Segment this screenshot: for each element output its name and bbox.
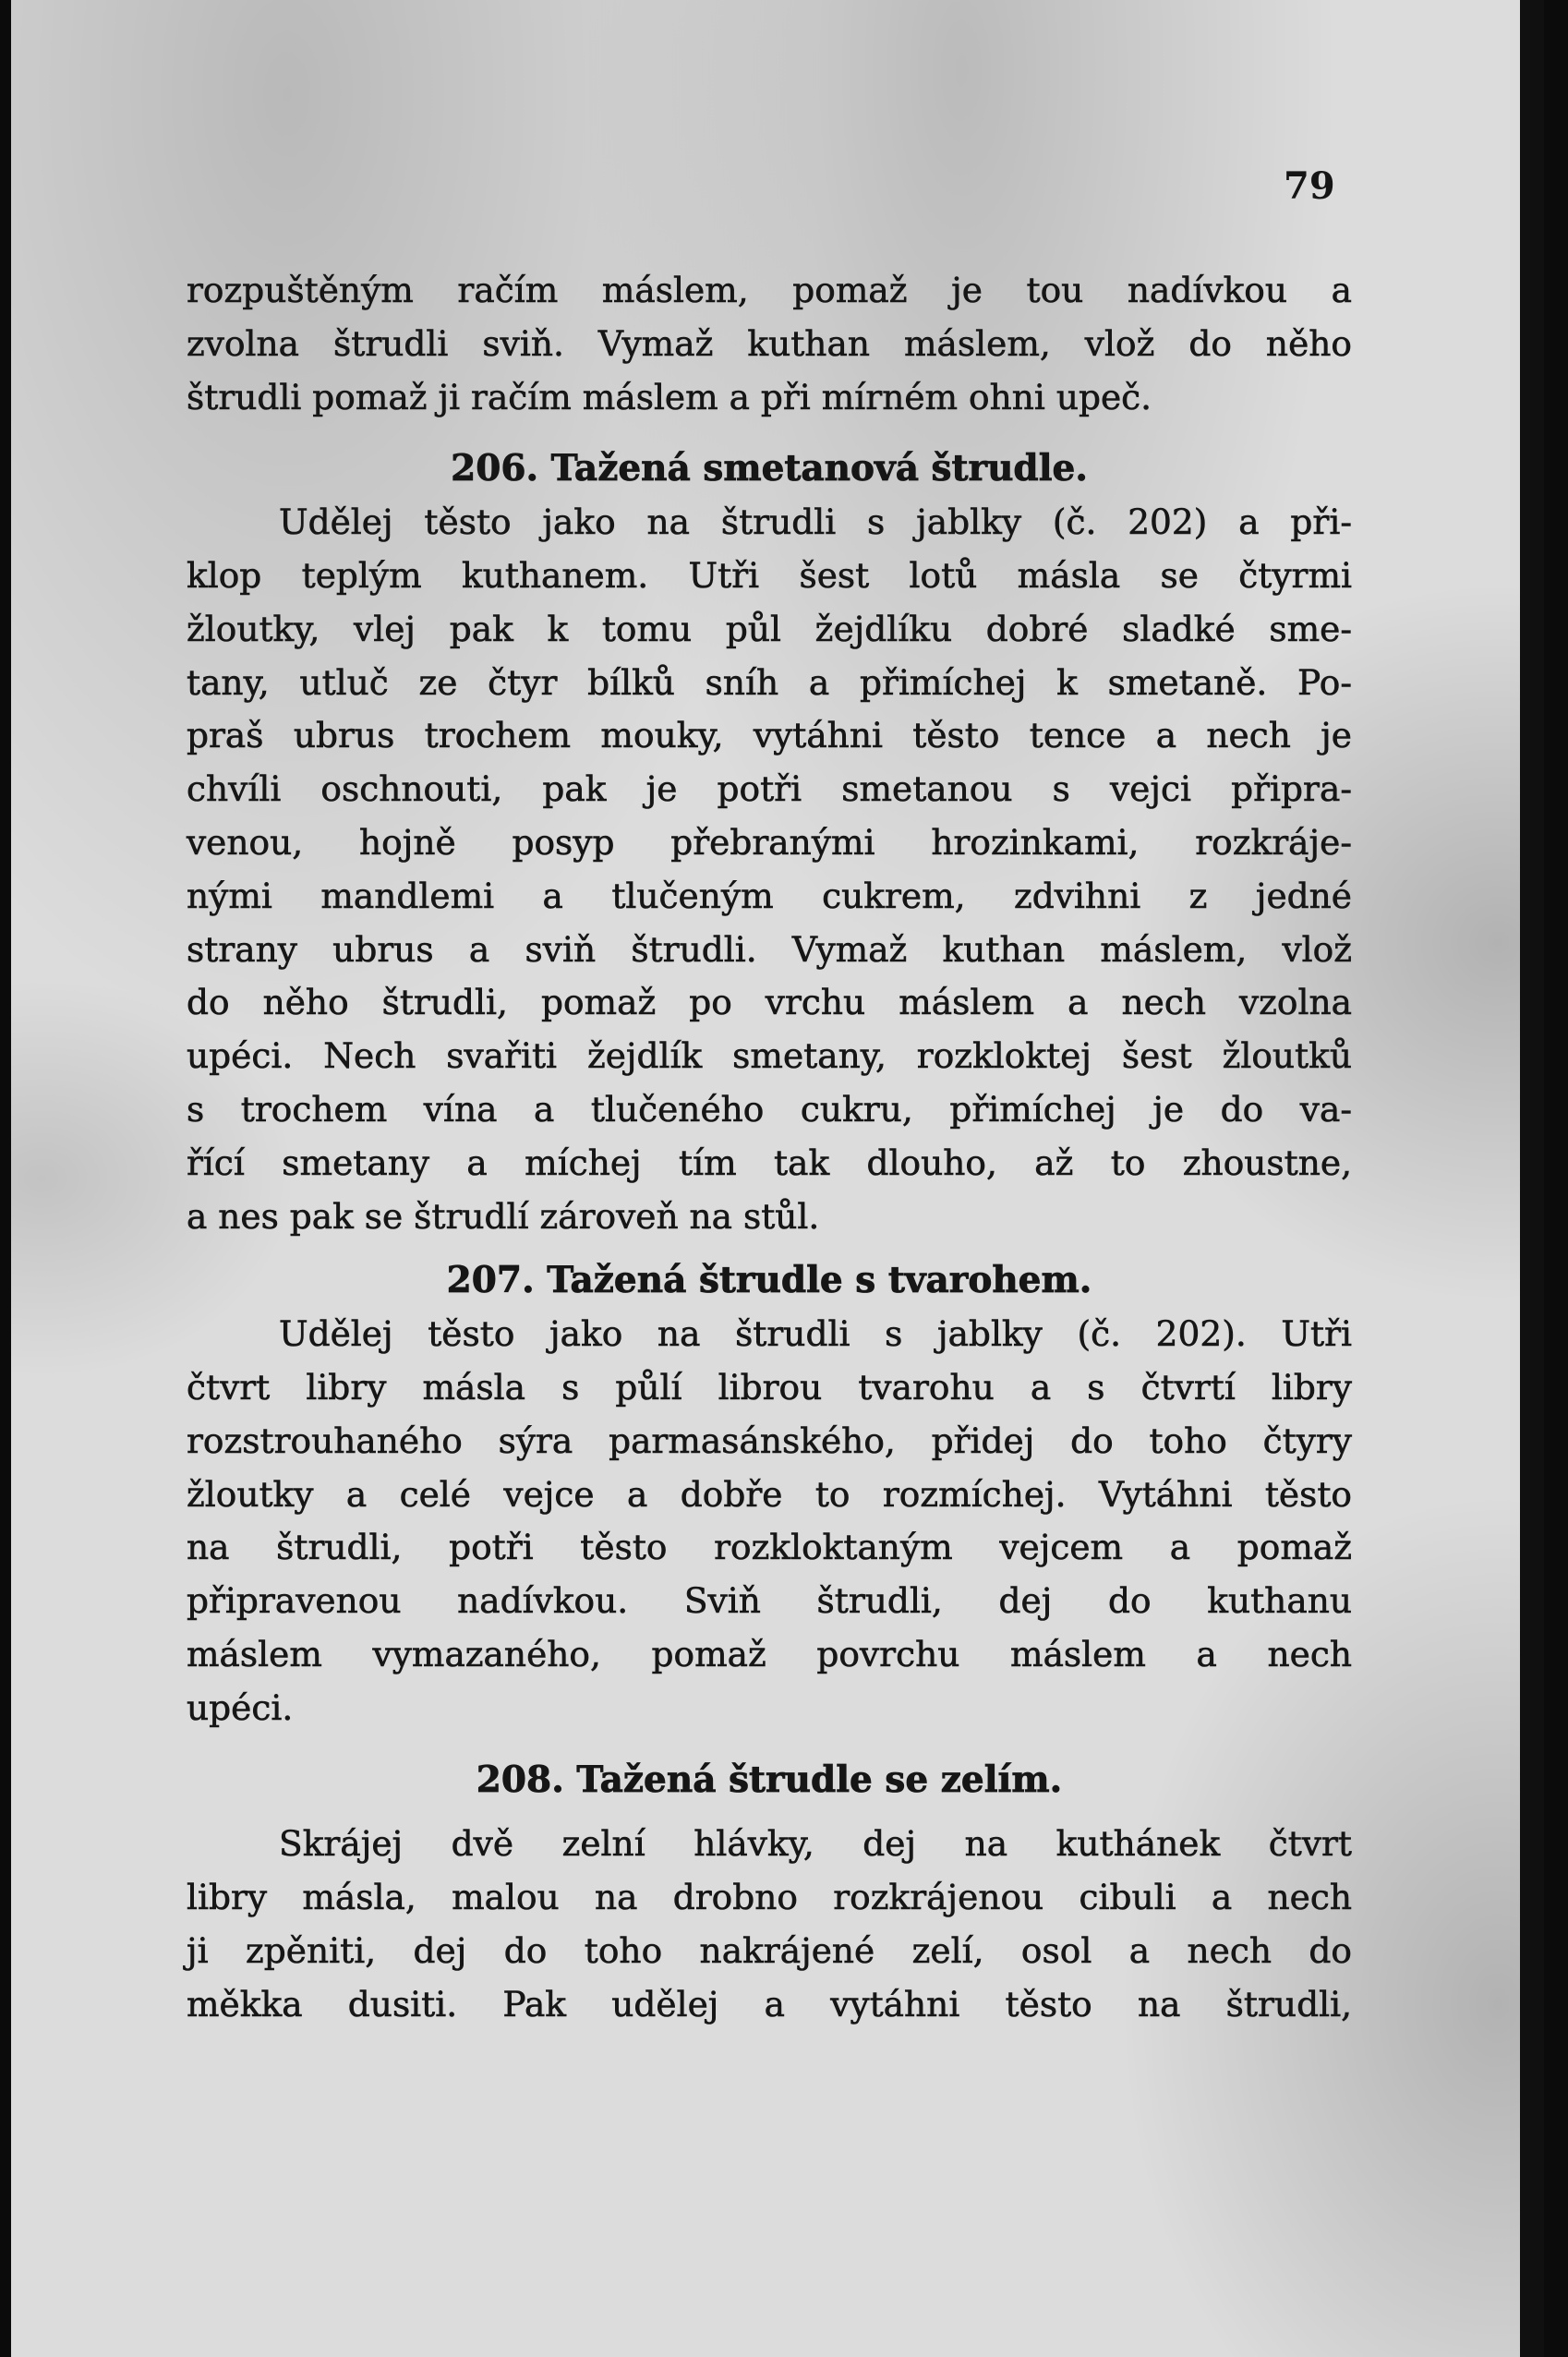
- text-line: strany ubrus a sviň štrudli. Vymaž kuthan máslem, vlož: [187, 928, 1352, 970]
- text-line: nými mandlemi a tlučeným cukrem, zdvihni z jedné: [187, 875, 1352, 916]
- text-line: měkka dusiti. Pak udělej a vytáhni těsto na štrudli,: [187, 1983, 1352, 2025]
- text-line: máslem vymazaného, pomaž povrchu máslem a nech: [187, 1633, 1352, 1674]
- text-line: Udělej těsto jako na štrudli s jablky (č. 202) a při-: [279, 502, 1352, 543]
- text-line: venou, hojně posyp přebranými hrozinkami, rozkráje-: [187, 821, 1352, 863]
- text-line: rozstrouhaného sýra parmasánského, přidej do toho čtyry: [187, 1420, 1352, 1461]
- page-edge-shadow: [1520, 0, 1544, 2357]
- recipe-heading-206: 206. Tažená smetanová štrudle.: [451, 447, 1088, 490]
- text-line: čtvrt libry másla s půlí librou tvarohu a s čtvrtí libry: [187, 1366, 1352, 1408]
- text-line: žloutky, vlej pak k tomu půl žejdlíku dobré sladké sme-: [187, 608, 1352, 649]
- text-line: rozpuštěným račím máslem, pomaž je tou nadívkou a: [187, 270, 1352, 310]
- book-page: [11, 0, 1544, 2357]
- text-line: žloutky a celé vejce a dobře to rozmíchej. Vytáhni těsto: [187, 1473, 1352, 1515]
- text-line: upéci.: [187, 1686, 294, 1728]
- text-line: klop teplým kuthanem. Utři šest lotů másla se čtyrmi: [187, 554, 1352, 596]
- text-line: ji zpěniti, dej do toho nakrájené zelí, osol a nech do: [187, 1929, 1352, 1971]
- page-text: [187, 264, 1352, 2032]
- text-line: Skrájej dvě zelní hlávky, dej na kuthánek čtvrt: [279, 1823, 1352, 1865]
- text-line: libry másla, malou na drobno rozkrájenou cibuli a nech: [187, 1877, 1352, 1918]
- page-number: 79: [1284, 164, 1335, 208]
- text-line: řící smetany a míchej tím tak dlouho, až to zhoustne,: [187, 1142, 1352, 1183]
- text-line: s trochem vína a tlučeného cukru, přimíchej je do va-: [187, 1088, 1352, 1130]
- text-line: štrudli pomaž ji račím máslem a při mírném ohni upeč.: [187, 376, 1152, 417]
- text-line: Udělej těsto jako na štrudli s jablky (č. 202). Utři: [279, 1313, 1352, 1355]
- text-line: zvolna štrudli sviň. Vymaž kuthan máslem, vlož do něho: [187, 322, 1352, 364]
- text-line: připravenou nadívkou. Sviň štrudli, dej do kuthanu: [187, 1580, 1352, 1622]
- text-line: tany, utluč ze čtyr bílků sníh a přimíchej k smetaně. Po-: [187, 661, 1352, 703]
- text-line: na štrudli, potři těsto rozkloktaným vejcem a pomaž: [187, 1527, 1352, 1568]
- text-line: upéci. Nech svařiti žejdlík smetany, rozkloktej šest žloutků: [187, 1035, 1352, 1077]
- text-line: praš ubrus trochem mouky, vytáhni těsto tence a nech je: [187, 715, 1352, 756]
- recipe-heading-208: 208. Tažená štrudle se zelím.: [476, 1758, 1063, 1801]
- text-line: chvíli oschnouti, pak je potři smetanou s vejci připra-: [187, 768, 1352, 810]
- recipe-heading-207: 207. Tažená štrudle s tvarohem.: [446, 1259, 1092, 1302]
- text-line: do něho štrudli, pomaž po vrchu máslem a nech vzolna: [187, 982, 1352, 1023]
- text-line: a nes pak se štrudlí zároveň na stůl.: [187, 1195, 820, 1237]
